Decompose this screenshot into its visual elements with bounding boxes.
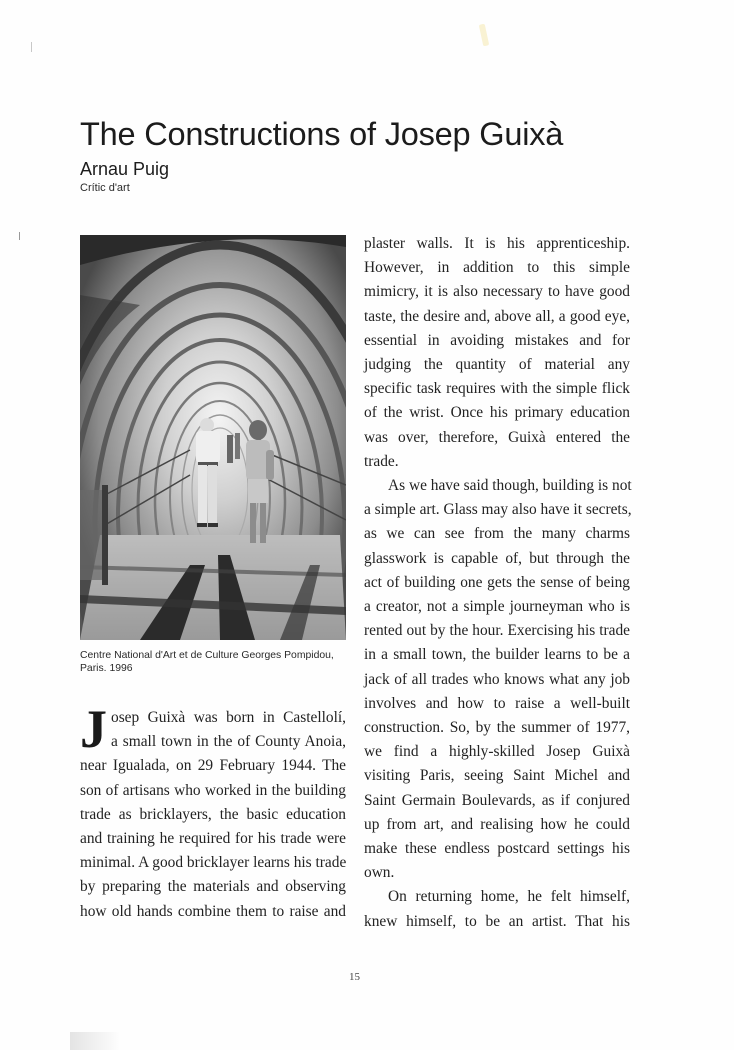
article-photo xyxy=(80,235,346,640)
text-line: glasswork is capable of, but through the xyxy=(364,549,630,567)
text-line: specific task requires with the simple flick xyxy=(364,380,630,398)
text-line: son of artisans who worked in the building xyxy=(80,781,346,799)
text-line: essential in avoiding mistakes and for xyxy=(364,331,630,349)
text-line: a creator, not a simple journeyman who is xyxy=(364,598,630,616)
text-line: we find a highly-skilled Josep Guixà xyxy=(364,743,630,761)
author-role: Crític d'art xyxy=(80,182,130,194)
text-line: own. xyxy=(364,864,395,882)
text-line: trade as bricklayers, the basic education xyxy=(80,805,346,823)
paragraph xyxy=(364,474,630,885)
scan-artifact xyxy=(19,232,20,240)
text-line: up from art, and realising how he could xyxy=(364,815,630,833)
text-line: minimal. A good bricklayer learns his trade xyxy=(80,854,346,872)
text-line: mimicry, it is also necessary to have good xyxy=(364,283,630,301)
text-line: by preparing the materials and observing xyxy=(80,878,346,896)
scan-artifact xyxy=(70,1032,120,1050)
text-line: near Igualada, on 29 February 1944. The xyxy=(80,757,346,775)
text-line: of the wrist. Once his primary education xyxy=(364,404,630,422)
text-line: On returning home, he felt himself, xyxy=(388,888,630,906)
article-title: The Constructions of Josep Guixà xyxy=(80,116,564,152)
text-column-right xyxy=(364,232,630,934)
text-line: osep Guixà was born in Castellolí, xyxy=(111,709,346,726)
text-line: involves and how to raise a well-built xyxy=(364,694,630,712)
text-line: trade. xyxy=(364,452,399,470)
caption-line: Paris. 1996 xyxy=(80,663,133,674)
text-line: make these endless postcard settings his xyxy=(364,840,630,858)
text-line: and training he required for his trade were xyxy=(80,830,346,848)
drop-cap: J xyxy=(80,699,107,759)
paragraph xyxy=(364,232,630,474)
text-line: act of building one gets the sense of being xyxy=(364,573,630,591)
text-line: As we have said though, building is not xyxy=(388,477,632,495)
photo-caption xyxy=(80,649,355,675)
text-line: taste, the desire and, above all, a good eye, xyxy=(364,307,630,325)
caption-line: Centre National d'Art et de Culture Georges Pompidou, xyxy=(80,650,334,661)
text-line: a simple art. Glass may also have it secrets, xyxy=(364,501,632,519)
text-column-left xyxy=(80,699,346,924)
text-line: a small town in the of County Anoia, xyxy=(111,733,346,751)
text-line: was over, therefore, Guixà entered the xyxy=(364,428,630,446)
text-line: plaster walls. It is his apprenticeship. xyxy=(364,235,630,252)
author-name: Arnau Puig xyxy=(80,159,170,179)
text-line: Saint Germain Boulevards, as if conjured xyxy=(364,791,630,809)
text-line: However, in addition to this simple xyxy=(364,259,630,277)
text-line: rented out by the hour. Exercising his trade xyxy=(364,622,630,640)
text-line: as we can see from the many charms xyxy=(364,525,630,543)
scan-artifact xyxy=(31,42,32,52)
text-line: jack of all trades who knows what any job xyxy=(364,670,630,688)
text-line: construction. So, by the summer of 1977, xyxy=(364,719,630,737)
page-number: 15 xyxy=(349,971,360,983)
text-line: knew himself, to be an artist. That his xyxy=(364,912,630,930)
tunnel-photo-image xyxy=(80,235,346,640)
text-line: how old hands combine them to raise and xyxy=(80,902,346,920)
text-line: visiting Paris, seeing Saint Michel and xyxy=(364,767,630,785)
text-line: judging the quantity of material any xyxy=(364,356,630,374)
scan-artifact xyxy=(479,24,489,47)
text-line: in a small town, the builder learns to be a xyxy=(364,646,630,664)
paragraph xyxy=(364,885,630,933)
